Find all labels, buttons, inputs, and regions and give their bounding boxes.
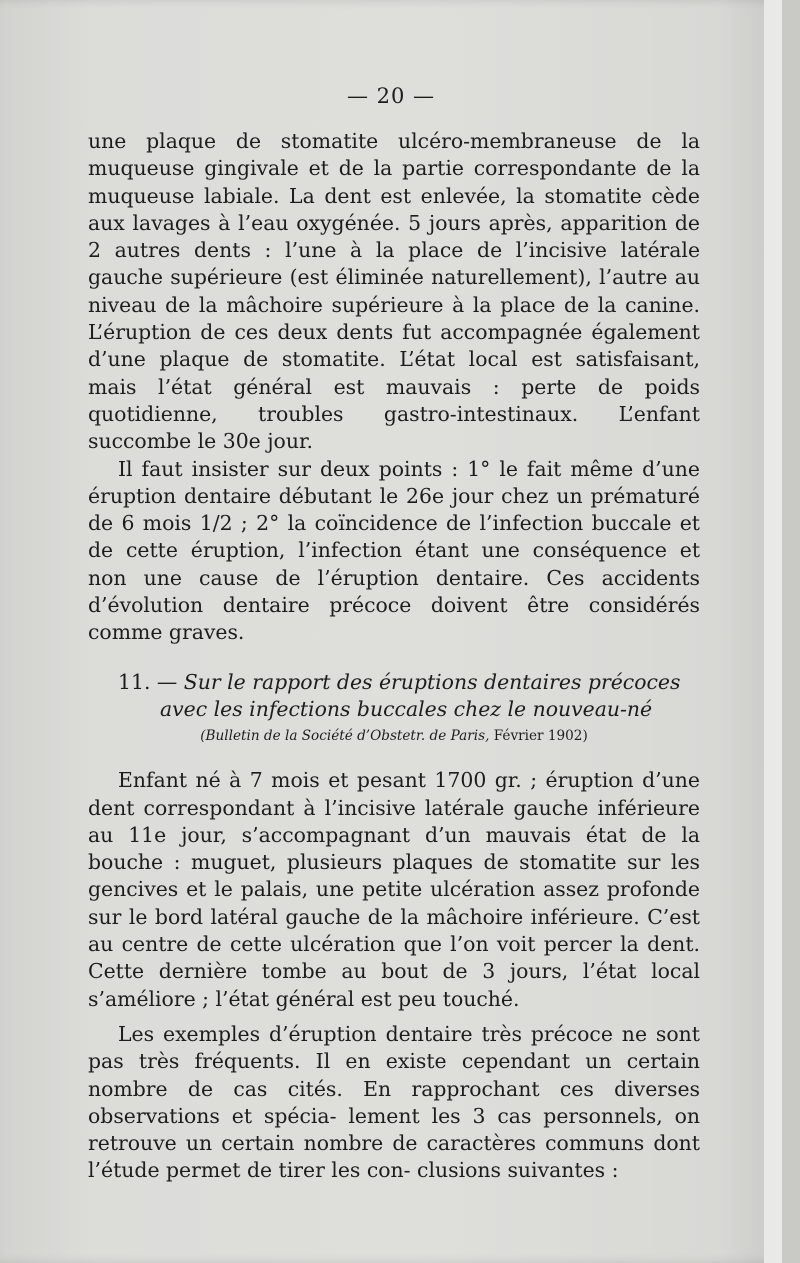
text-line: de caractères communs dont l’étude permet de tirer les con-: [88, 1131, 701, 1183]
section-title-line-1: Sur le rapport des éruptions dentaires précoces: [183, 669, 681, 694]
page-number: — 20 —: [346, 84, 436, 108]
text-line: dents fut accompagnée également d’une plaque de stomatite.: [88, 320, 700, 372]
citation: [88, 727, 700, 745]
citation-source: (Bulletin de la Société d’Obstetr. de Paris,: [200, 728, 490, 745]
text-line: supérieure à la place de la canine. L’éruption de ces deux: [88, 292, 700, 345]
text-line: (est éliminée naturellement), l’autre au niveau de la mâchoire: [88, 265, 700, 317]
text-line: cas cités. En rapprochant ces diverses observations et spécia-: [88, 1076, 701, 1128]
text-line: général est peu touché.: [275, 986, 520, 1011]
text-line: de l’éruption dentaire. Ces accidents d’évolution dentaire: [88, 565, 701, 618]
text-line: cette ulcération que l’on voit percer la dent. Cette dernière: [88, 932, 700, 984]
paragraph-two-points: [88, 456, 700, 647]
text-line: clusions suivantes :: [417, 1158, 619, 1183]
text-line: l’une à la place de l’incisive latérale gauche supérieure: [88, 238, 701, 290]
text-line: muguet, plusieurs plaques de stomatite sur les gencives et: [88, 850, 701, 902]
text-line: Il faut insister sur deux points : 1° le fait même d’une: [118, 456, 700, 481]
text-line: gingivale et de la partie correspondante de la muqueuse: [88, 156, 700, 208]
text-line: lement les 3 cas personnels, on retrouve un certain nombre: [88, 1103, 701, 1156]
text-line: 11e jour, s’accompagnant d’un mauvais état de la bouche :: [88, 822, 701, 875]
page-edge: [764, 0, 782, 1263]
body-text: [88, 128, 700, 1185]
section-title-line-2: avec les infections buccales chez le nouveau-né: [160, 696, 653, 721]
section-number: 11. —: [118, 669, 178, 694]
text-line: précoce doivent être considérés comme graves.: [88, 593, 700, 645]
text-line: tombe au bout de 3 jours, l’état local s’améliore ; l’état: [88, 959, 700, 1011]
heading-line-1: [88, 669, 700, 696]
text-line: très fréquents. Il en existe cependant un certain nombre de: [88, 1049, 700, 1101]
section-heading: [88, 669, 700, 724]
text-line: correspondant à l’incisive latérale gauche inférieure au: [88, 795, 700, 847]
text-line: L’enfant succombe le 30e jour.: [88, 401, 700, 454]
text-line: éruption, l’infection étant une conséquence et non une cause: [88, 538, 701, 590]
paragraph-case-report: [88, 767, 700, 1013]
paragraph-continued: [88, 128, 700, 456]
text-line: Les exemples d’éruption dentaire très précoce ne sont pas: [88, 1021, 700, 1074]
text-line: perte de poids quotidienne, troubles gastro-intestinaux.: [88, 374, 700, 426]
text-line: le palais, une petite ulcération assez profonde sur le bord: [88, 877, 701, 929]
text-line: labiale. La dent est enlevée, la stomatite cède aux lavages à: [88, 183, 700, 235]
text-line: Enfant né à 7 mois et pesant 1700 gr. ; éruption d’une dent: [88, 768, 700, 820]
text-line: une plaque de stomatite ulcéro-membraneuse de la muqueuse: [88, 129, 700, 181]
text-line: l’eau oxygénée. 5 jours après, apparition de 2 autres dents :: [88, 210, 701, 263]
paragraph-conclusion-intro: [88, 1021, 700, 1185]
text-line: 6 mois 1/2 ; 2° la coïncidence de l’infection buccale et de cette: [88, 511, 700, 563]
text-line: latéral gauche de la mâchoire inférieure. C’est au centre de: [88, 904, 701, 957]
citation-date: Février 1902): [493, 728, 588, 745]
text-line: éruption dentaire débutant le 26e jour chez un prématuré de: [88, 483, 700, 536]
text-line: L’état local est satisfaisant, mais l’état général est mauvais :: [88, 347, 700, 399]
